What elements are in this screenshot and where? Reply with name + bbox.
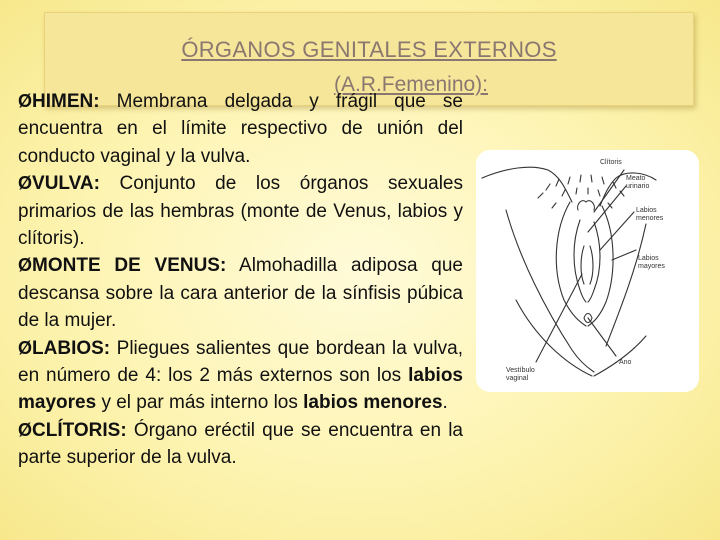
definition-labios-part-c: . — [442, 392, 448, 414]
labia-minora-right — [588, 222, 600, 302]
leader-ano — [588, 318, 616, 356]
left-buttock-contour — [516, 300, 592, 376]
definition-monte-de-venus: Almohadilla adiposa que descansa sobre la cara anterior de la sínfisis púbica de la mujer. — [18, 255, 463, 332]
anatomy-drawing — [476, 150, 699, 392]
label-vestibulo-1: Vestíbulo — [506, 367, 535, 374]
label-vestibulo-2: vaginal — [506, 375, 529, 382]
term-vulva: VULVA: — [32, 173, 100, 195]
content-text — [18, 88, 463, 472]
definition-clitoris: Órgano eréctil que se encuentra en la parte superior de la vulva. — [18, 419, 463, 469]
label-labios-mayores-2: mayores — [638, 263, 665, 270]
label-meato-1: Meato — [626, 175, 646, 182]
labia-majora-right — [588, 206, 613, 326]
label-labios-mayores-1: Labios — [638, 255, 659, 262]
leader-labios-menores — [600, 212, 634, 250]
label-ano: Ano — [619, 359, 632, 366]
bullet-arrow-icon: Ø — [18, 91, 33, 111]
right-buttock-contour — [594, 336, 646, 376]
labia-minora-left — [574, 220, 586, 302]
term-himen: HIMEN: — [32, 91, 100, 112]
highlight-labios-mayores: labios mayores — [18, 365, 463, 414]
bullet-arrow-icon: Ø — [18, 173, 33, 194]
term-labios: LABIOS: — [32, 337, 111, 359]
hair-texture — [538, 175, 624, 208]
definition-himen: Membrana delgada y frágil que se encuentra en el límite respectivo de unión del conducto vaginal y la vulva. — [18, 91, 463, 167]
label-labios-menores-1: Labios — [636, 207, 657, 214]
bullet-arrow-icon: Ø — [18, 419, 33, 440]
definition-labios-part-a: Pliegues salientes que bordean la vulva, en número de 4: los 2 más externos son los — [18, 337, 463, 387]
page-title: ÓRGANOS GENITALES EXTERNOS — [181, 37, 557, 62]
term-clitoris: CLÍTORIS: — [32, 419, 127, 441]
label-labios-menores-2: menores — [636, 215, 664, 222]
page-subtitle: (A.R.Femenino): — [333, 73, 489, 96]
bullet-arrow-icon: Ø — [18, 337, 33, 358]
upper-left-contour — [482, 167, 572, 202]
highlight-labios-menores: labios menores — [303, 392, 443, 414]
leader-vestibulo — [536, 274, 582, 362]
bullet-arrow-icon: Ø — [18, 255, 33, 276]
list-item-labios — [18, 335, 463, 417]
definition-labios-part-b: y el par más interno los — [96, 392, 304, 414]
list-item-clitoris — [18, 417, 463, 472]
term-monte-de-venus: MONTE DE VENUS: — [32, 255, 227, 277]
label-clitoris: Clítoris — [600, 159, 622, 166]
definition-vulva: Conjunto de los órganos sexuales primarios de las hembras (monte de Venus, labios y clítoris). — [18, 173, 463, 250]
leader-labios-mayores — [612, 250, 636, 260]
list-item-vulva — [18, 170, 463, 252]
vestibule-lines — [581, 246, 593, 284]
label-meato-2: urinario — [626, 183, 650, 190]
list-item-himen — [18, 88, 463, 170]
list-item-monte-de-venus — [18, 252, 463, 334]
clitoral-hood — [578, 201, 595, 210]
anatomy-illustration — [476, 150, 699, 392]
